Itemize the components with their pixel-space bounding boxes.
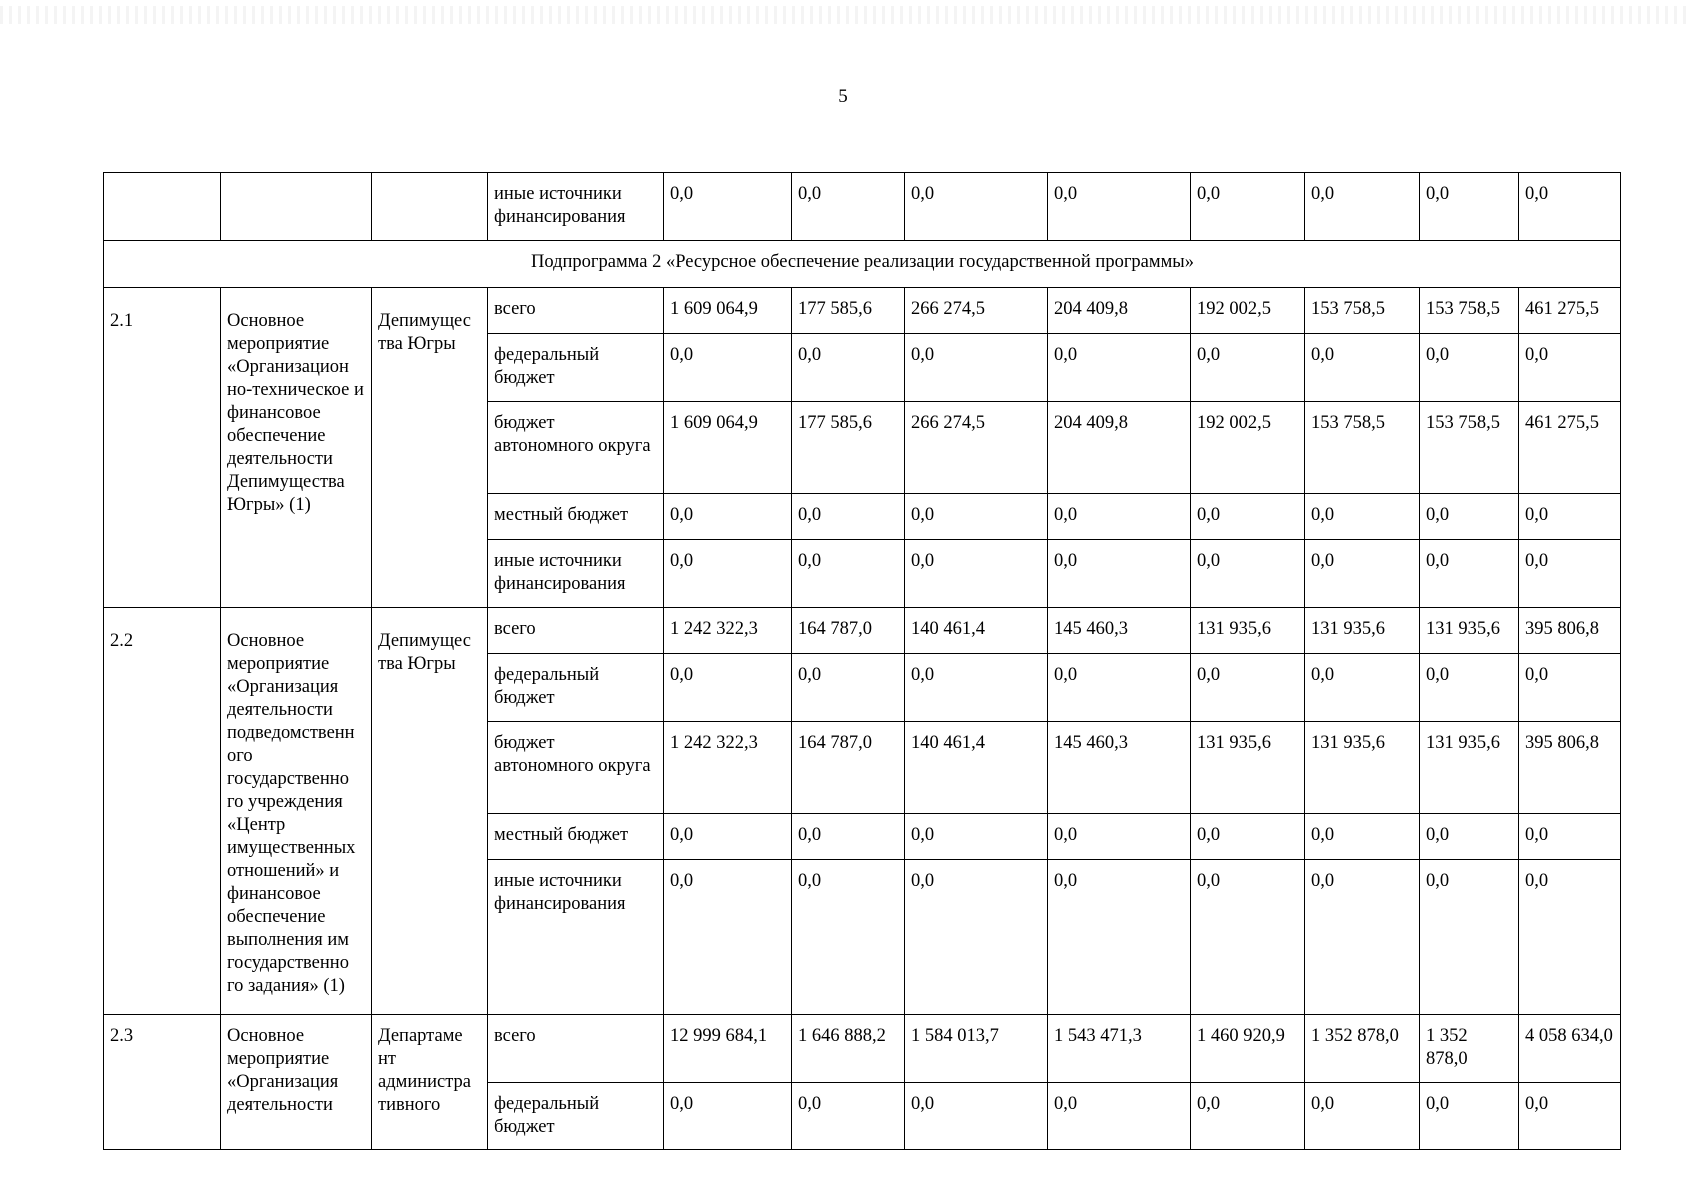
source-cell: федеральный бюджет [488, 1083, 664, 1150]
value-cell: 0,0 [905, 654, 1048, 722]
value-cell: 0,0 [1420, 1083, 1519, 1150]
executor-cell: Депимущес тва Югры [372, 288, 488, 608]
value-cell: 0,0 [664, 540, 792, 608]
value-cell: 1 646 888,2 [792, 1015, 905, 1083]
funding-table [103, 172, 1621, 1150]
value-cell: 131 935,6 [1420, 608, 1519, 654]
source-cell: всего [488, 288, 664, 334]
value-cell: 192 002,5 [1191, 288, 1305, 334]
value-cell: 461 275,5 [1519, 288, 1621, 334]
value-cell: 0,0 [1191, 814, 1305, 860]
value-cell: 0,0 [1048, 860, 1191, 1015]
value-cell: 131 935,6 [1191, 722, 1305, 814]
value-cell: 0,0 [1519, 540, 1621, 608]
value-cell: 0,0 [905, 173, 1048, 241]
value-cell: 0,0 [1519, 334, 1621, 402]
value-cell: 0,0 [905, 860, 1048, 1015]
value-cell: 0,0 [792, 334, 905, 402]
value-cell: 0,0 [1420, 860, 1519, 1015]
executor-cell: Департаме нт администра тивного [372, 1015, 488, 1150]
num-cell: 2.1 [104, 288, 221, 608]
source-cell: бюджет автономного округа [488, 402, 664, 494]
value-cell: 0,0 [1305, 814, 1420, 860]
source-cell: иные источники финансирования [488, 540, 664, 608]
value-cell: 0,0 [664, 173, 792, 241]
value-cell: 0,0 [1191, 1083, 1305, 1150]
value-cell: 0,0 [1519, 1083, 1621, 1150]
name-cell: Основное мероприятие «Организация деятельности подведомственн ого государственно го учреждения «Центр имущественных отношений» и финансовое обеспечение выполнения им государственно го задания» (1) [221, 608, 372, 1015]
value-cell: 0,0 [664, 860, 792, 1015]
value-cell: 140 461,4 [905, 608, 1048, 654]
value-cell: 1 242 322,3 [664, 608, 792, 654]
table-row [104, 173, 1621, 241]
value-cell: 266 274,5 [905, 402, 1048, 494]
value-cell: 0,0 [664, 1083, 792, 1150]
value-cell: 0,0 [1519, 173, 1621, 241]
section-row [104, 241, 1621, 288]
value-cell: 0,0 [1305, 860, 1420, 1015]
value-cell: 0,0 [1048, 654, 1191, 722]
value-cell: 1 460 920,9 [1191, 1015, 1305, 1083]
value-cell: 0,0 [1420, 494, 1519, 540]
value-cell: 0,0 [1305, 494, 1420, 540]
value-cell: 0,0 [1420, 814, 1519, 860]
source-cell: иные источники финансирования [488, 860, 664, 1015]
value-cell: 1 352 878,0 [1305, 1015, 1420, 1083]
table-row [104, 1015, 1621, 1083]
value-cell: 131 935,6 [1191, 608, 1305, 654]
scan-edge [0, 6, 1686, 24]
value-cell: 164 787,0 [792, 722, 905, 814]
value-cell: 0,0 [1048, 334, 1191, 402]
name-cell [221, 173, 372, 241]
value-cell: 395 806,8 [1519, 722, 1621, 814]
value-cell: 0,0 [1305, 1083, 1420, 1150]
value-cell: 131 935,6 [1305, 608, 1420, 654]
value-cell: 0,0 [792, 540, 905, 608]
table-row [104, 608, 1621, 654]
source-cell: иные источники финансирования [488, 173, 664, 241]
value-cell: 204 409,8 [1048, 288, 1191, 334]
value-cell: 0,0 [1305, 334, 1420, 402]
value-cell: 131 935,6 [1305, 722, 1420, 814]
value-cell: 0,0 [1191, 860, 1305, 1015]
num-cell: 2.2 [104, 608, 221, 1015]
value-cell: 0,0 [905, 814, 1048, 860]
value-cell: 0,0 [1420, 334, 1519, 402]
value-cell: 0,0 [792, 173, 905, 241]
value-cell: 0,0 [1048, 814, 1191, 860]
value-cell: 0,0 [1519, 654, 1621, 722]
value-cell: 266 274,5 [905, 288, 1048, 334]
value-cell: 0,0 [1519, 814, 1621, 860]
executor-cell: Депимущес тва Югры [372, 608, 488, 1015]
source-cell: местный бюджет [488, 494, 664, 540]
value-cell: 204 409,8 [1048, 402, 1191, 494]
value-cell: 0,0 [1048, 494, 1191, 540]
value-cell: 0,0 [1519, 860, 1621, 1015]
value-cell: 1 584 013,7 [905, 1015, 1048, 1083]
value-cell: 177 585,6 [792, 402, 905, 494]
value-cell: 0,0 [1305, 540, 1420, 608]
source-cell: бюджет автономного округа [488, 722, 664, 814]
value-cell: 395 806,8 [1519, 608, 1621, 654]
value-cell: 0,0 [1305, 654, 1420, 722]
name-cell: Основное мероприятие «Организацион но-техническое и финансовое обеспечение деятельности Депимущества Югры» (1) [221, 288, 372, 608]
value-cell: 4 058 634,0 [1519, 1015, 1621, 1083]
value-cell: 153 758,5 [1420, 402, 1519, 494]
value-cell: 0,0 [1420, 540, 1519, 608]
num-cell: 2.3 [104, 1015, 221, 1150]
value-cell: 0,0 [1048, 540, 1191, 608]
value-cell: 0,0 [792, 654, 905, 722]
page-number: 5 [838, 86, 848, 107]
value-cell: 0,0 [1420, 654, 1519, 722]
source-cell: федеральный бюджет [488, 654, 664, 722]
value-cell: 0,0 [1191, 173, 1305, 241]
value-cell: 1 352 878,0 [1420, 1015, 1519, 1083]
value-cell: 0,0 [1191, 334, 1305, 402]
value-cell: 0,0 [905, 334, 1048, 402]
value-cell: 153 758,5 [1305, 402, 1420, 494]
value-cell: 177 585,6 [792, 288, 905, 334]
value-cell: 0,0 [792, 860, 905, 1015]
executor-cell [372, 173, 488, 241]
value-cell: 0,0 [1420, 173, 1519, 241]
value-cell: 0,0 [792, 814, 905, 860]
num-cell [104, 173, 221, 241]
source-cell: местный бюджет [488, 814, 664, 860]
value-cell: 12 999 684,1 [664, 1015, 792, 1083]
value-cell: 1 609 064,9 [664, 402, 792, 494]
value-cell: 0,0 [792, 1083, 905, 1150]
section-title: Подпрограмма 2 «Ресурсное обеспечение реализации государственной программы» [104, 241, 1621, 288]
value-cell: 164 787,0 [792, 608, 905, 654]
value-cell: 0,0 [1305, 173, 1420, 241]
value-cell: 0,0 [1191, 540, 1305, 608]
value-cell: 140 461,4 [905, 722, 1048, 814]
value-cell: 0,0 [905, 494, 1048, 540]
value-cell: 0,0 [1191, 494, 1305, 540]
name-cell: Основное мероприятие «Организация деятельности [221, 1015, 372, 1150]
source-cell: всего [488, 1015, 664, 1083]
value-cell: 0,0 [664, 494, 792, 540]
value-cell: 145 460,3 [1048, 608, 1191, 654]
value-cell: 0,0 [1048, 1083, 1191, 1150]
value-cell: 0,0 [1048, 173, 1191, 241]
value-cell: 0,0 [664, 814, 792, 860]
value-cell: 1 543 471,3 [1048, 1015, 1191, 1083]
value-cell: 0,0 [905, 1083, 1048, 1150]
value-cell: 153 758,5 [1305, 288, 1420, 334]
value-cell: 153 758,5 [1420, 288, 1519, 334]
value-cell: 1 609 064,9 [664, 288, 792, 334]
value-cell: 0,0 [1191, 654, 1305, 722]
source-cell: федеральный бюджет [488, 334, 664, 402]
value-cell: 145 460,3 [1048, 722, 1191, 814]
source-cell: всего [488, 608, 664, 654]
value-cell: 1 242 322,3 [664, 722, 792, 814]
value-cell: 0,0 [664, 334, 792, 402]
value-cell: 0,0 [905, 540, 1048, 608]
value-cell: 131 935,6 [1420, 722, 1519, 814]
value-cell: 0,0 [1519, 494, 1621, 540]
value-cell: 461 275,5 [1519, 402, 1621, 494]
value-cell: 0,0 [664, 654, 792, 722]
value-cell: 192 002,5 [1191, 402, 1305, 494]
table-row [104, 288, 1621, 334]
value-cell: 0,0 [792, 494, 905, 540]
